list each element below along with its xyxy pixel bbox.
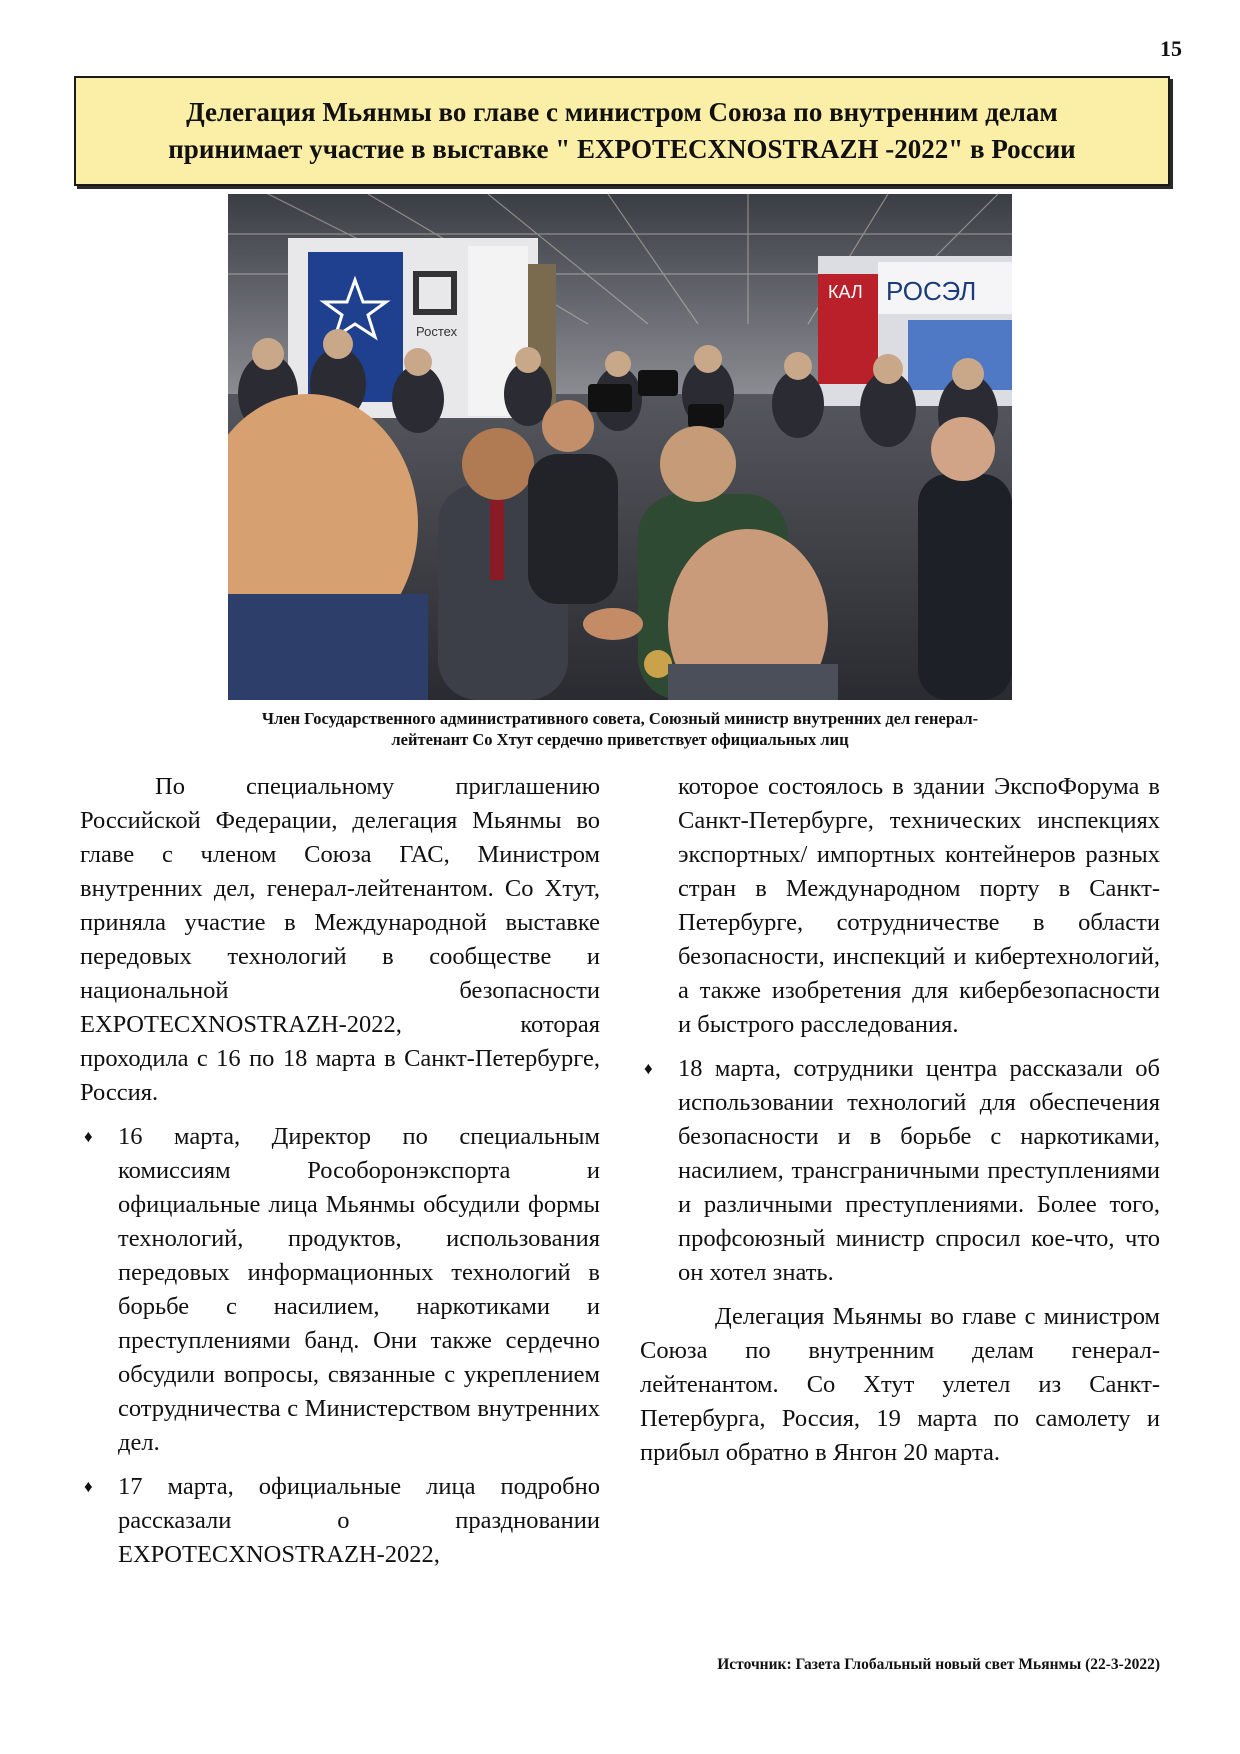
- rostec-sign: Ростех: [416, 324, 458, 339]
- diamond-bullet-icon: ♦: [84, 1477, 93, 1496]
- photo-caption: [160, 708, 1080, 750]
- march-16-text: 16 марта, Директор по специальным комиссиям Рособоронэкспорта и официальные лица Мьянмы обсудили формы технологий, продуктов, использования передовых информационных технологий в борьбе с насилием, наркотиками и преступлениями банд. Они также сердечно обсудили вопросы, связанные с укреплением сотрудничества с Министерством внутренних дел.: [118, 1123, 600, 1456]
- headline-line-1: Делегация Мьянмы во главе с министром Союза по внутренним делам: [186, 97, 1058, 127]
- diamond-bullet-icon: ♦: [644, 1059, 653, 1078]
- page-number: 15: [1160, 36, 1182, 61]
- list-item: [80, 1120, 600, 1460]
- closing-paragraph: Делегация Мьянмы во главе с министром Союза по внутренним делам генерал-лейтенантом. Со Хтут улетел из Санкт-Петербурга, Россия, 19 марта по самолету и прибыл обратно в Янгон 20 марта.: [640, 1303, 1160, 1466]
- article-column-left: [80, 770, 600, 1572]
- caption-line-2: лейтенант Со Хтут сердечно приветствует официальных лиц: [391, 730, 849, 749]
- headline-line-2: принимает участие в выставке " EXPOTECXNOSTRAZH -2022" в России: [168, 134, 1076, 164]
- list-item: [640, 1052, 1160, 1290]
- rosel-sign: РОСЭЛ: [886, 276, 977, 306]
- march-17-text-start: 17 марта, официальные лица подробно рассказали о праздновании EXPOTECXNOSTRAZH-2022,: [118, 1473, 600, 1568]
- diamond-bullet-icon: ♦: [84, 1127, 93, 1146]
- list-item-continued: [640, 770, 1160, 1042]
- exhibition-handshake-photo-icon: [228, 194, 1012, 700]
- article-photo: [228, 194, 1012, 700]
- article-column-right: [640, 770, 1160, 1470]
- headline-box: [74, 76, 1170, 186]
- list-item: [80, 1470, 600, 1572]
- intro-paragraph: По специальному приглашению Российской Федерации, делегация Мьянмы во главе с членом Союза ГАС, Министром внутренних дел, генерал-лейтенантом. Со Хтут, приняла участие в Международной выставке передовых технологий в сообществе и национальной безопасности EXPOTECXNOSTRAZH-2022, которая проходила с 16 по 18 марта в Санкт-Петербурге, Россия.: [80, 773, 600, 1106]
- march-17-text-end: которое состоялось в здании ЭкспоФорума в Санкт-Петербурге, технических инспекциях экспортных/ импортных контейнеров разных стран в Международном порту в Санкт-Петербурге, сотрудничестве в области безопасности, инспекций и кибертехнологий, а также изобретения для кибербезопасности и быстрого расследования.: [678, 773, 1160, 1038]
- caption-line-1: Член Государственного административного совета, Союзный министр внутренних дел генерал-: [261, 709, 979, 728]
- kala-sign: КАЛ: [828, 282, 863, 302]
- headline-title: [168, 94, 1075, 168]
- source-credit: Источник: Газета Глобальный новый свет Мьянмы (22-3-2022): [717, 1656, 1160, 1673]
- march-18-text: 18 марта, сотрудники центра рассказали об использовании технологий для обеспечения безопасности и в борьбе с наркотиками, насилием, трансграничными преступлениями и различными преступлениями. Более того, профсоюзный министр спросил кое-что, что он хотел знать.: [678, 1055, 1160, 1286]
